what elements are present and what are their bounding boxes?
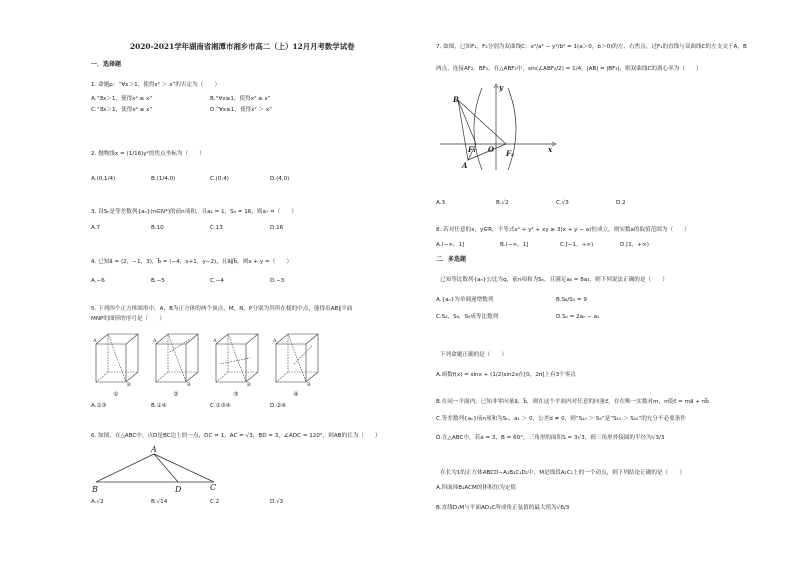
question-2-stem: 2. 抛物线x = (1/16)y²的焦点坐标为（ ） bbox=[91, 151, 205, 157]
svg-text:F₂: F₂ bbox=[506, 149, 515, 158]
svg-text:A: A bbox=[151, 445, 157, 454]
question-5-option-a: A.①③ bbox=[91, 403, 107, 409]
svg-text:A: A bbox=[213, 338, 217, 344]
question-1-stem: 1. 命题p：“∀x＞1，使得x² ＞ x”的否定为（ ） bbox=[91, 82, 221, 88]
figure-label-4: ④ bbox=[293, 391, 299, 398]
question-1-option-b: B.“∀x≤1，使得x² ≤ x” bbox=[210, 96, 271, 102]
question-7-option-c: C.√3 bbox=[556, 200, 569, 206]
question-8-option-b: B.(−∞，1] bbox=[500, 242, 529, 248]
svg-text:B: B bbox=[247, 382, 251, 388]
question-1-option-c: C.“∃x＞1，使得x² ≤ x” bbox=[91, 107, 153, 113]
question-3-option-a: A.7 bbox=[91, 225, 101, 231]
question-6-option-d: D.√3 bbox=[270, 499, 284, 505]
question-7-stem-line1: 7. 如图，已知F₁，F₂分别为双曲线C：x²/a² − y²/b² = 1(a＞0，b＞0)的左、右焦点，过F₁的直线与双曲线C的左支交于A，B bbox=[436, 44, 747, 50]
svg-text:A: A bbox=[273, 338, 277, 344]
question-10-stem: 下列命题正确的是（ ） bbox=[440, 352, 508, 358]
svg-text:x: x bbox=[548, 145, 553, 154]
question-11-stem: 在长为1的正方体ABCD−A₁B₁C₁D₁中，M是线段A₁C₁上的一个动点，则下列结论正确的是（ ） bbox=[440, 470, 685, 476]
question-3-stem: 3. 设Sₙ是等差数列{aₙ}(n∈N*)的前n项和，且a₁ = 1，S₄ = 16，则a₇ =（ ） bbox=[91, 209, 298, 215]
question-7-hyperbola-figure bbox=[436, 82, 560, 174]
question-6-triangle-figure bbox=[90, 444, 230, 494]
question-5-option-c: C.①③④ bbox=[210, 403, 231, 409]
question-8-option-a: A.(−∞，1] bbox=[436, 242, 465, 248]
question-2-option-d: D.(4,0) bbox=[270, 176, 290, 182]
figure-label-2: ② bbox=[173, 391, 179, 398]
question-11-option-b: B.直线D₁M与平面AD₁C所成角正弦值的最大值为√6/3 bbox=[436, 505, 570, 511]
question-4-option-d: D.−3 bbox=[270, 278, 285, 284]
question-10-option-b: B.在同一平面内，已知非零向量a⃗，b⃗，则在这个平面内对任意的向量c⃗，存在唯一实数对m，n使c⃗ = ma⃗ + nb⃗ bbox=[436, 399, 709, 405]
svg-text:B: B bbox=[187, 382, 191, 388]
question-3-option-b: B.10 bbox=[151, 225, 164, 231]
question-1-option-a: A.“∃x＞1，使得x² ≤ x” bbox=[91, 96, 153, 102]
section-heading-2: 二．多选题 bbox=[436, 256, 467, 263]
svg-text:y: y bbox=[499, 83, 504, 92]
question-4-option-b: B.−5 bbox=[151, 278, 165, 284]
question-10-option-a: A.函数f(x) = sinx + (1/2)sin2x在[0，2π]上有3个零点 bbox=[436, 372, 576, 378]
question-5-stem-line1: 5. 下列四个正方体图形中，A，B为正方体的两个顶点，M，N，P分别为其所在棱的中点，能得出AB∥平面 bbox=[91, 306, 353, 312]
question-9-option-d: D.Sₙ = 2aₙ − a₁ bbox=[556, 314, 600, 320]
svg-text:B: B bbox=[307, 382, 311, 388]
svg-text:F₁: F₁ bbox=[468, 145, 477, 154]
question-7-option-d: D.2 bbox=[616, 200, 626, 206]
question-6-option-a: A.√2 bbox=[91, 499, 104, 505]
question-4-option-a: A.−6 bbox=[91, 278, 105, 284]
question-3-option-d: D.16 bbox=[270, 225, 284, 231]
question-2-option-b: B.(1/4,0) bbox=[151, 176, 176, 182]
question-4-option-c: C.−4 bbox=[210, 278, 224, 284]
question-9-option-b: B.S₆/S₃ = 9 bbox=[556, 297, 587, 303]
question-11-option-a: A.四面体B₁ACM的体积恒为定值 bbox=[436, 485, 516, 491]
question-9-stem: 已知等比数列{aₙ}公比为q，前n项和为Sₙ，且满足a₆ = 8a₃，则下列说法正确的是（ ） bbox=[440, 277, 668, 283]
question-10-option-c: C.等差数列{aₙ}前n项和为Sₙ，a₁ ＞ 0，公差d ≠ 0，则“S₁₀ ＞ S₉”是“S₁₁ ＞ S₁₀”的充分不必要条件 bbox=[436, 416, 686, 422]
section-heading: 一．选择题 bbox=[91, 61, 122, 68]
question-1-option-d: D.“∀x≤1，使得x² ＞ x” bbox=[210, 107, 273, 113]
question-5-option-d: D.②④ bbox=[270, 403, 287, 409]
question-8-option-d: D.[1，+∞) bbox=[620, 242, 649, 248]
svg-text:A: A bbox=[93, 338, 97, 344]
question-7-option-a: A.3 bbox=[436, 200, 446, 206]
svg-text:O: O bbox=[488, 145, 495, 154]
question-2-option-c: C.(0,4) bbox=[210, 176, 229, 182]
question-5-option-b: B.①④ bbox=[151, 403, 167, 409]
svg-text:B: B bbox=[92, 485, 98, 494]
question-5-cube-figures bbox=[90, 324, 330, 400]
figure-label-1: ① bbox=[113, 391, 119, 398]
question-4-stem: 4. 已知a⃗ = (2，−1，3)，b⃗ = (−4，x+1，y−2)，且a⃗∥b⃗，则x + y =（ ） bbox=[91, 259, 293, 265]
question-8-stem: 8. 若对任意的x，y∈R，不等式x² + y² + xy ≥ 3(x + y − a)恒成立，则实数a的取值范围为（ ） bbox=[436, 227, 690, 233]
svg-text:A: A bbox=[153, 338, 157, 344]
question-9-option-c: C.S₃，S₆，S₉成等比数列 bbox=[436, 314, 499, 320]
svg-text:A: A bbox=[462, 161, 468, 170]
question-7-option-b: B.√2 bbox=[496, 200, 509, 206]
question-6-option-c: C.2 bbox=[210, 499, 220, 505]
question-3-option-c: C.13 bbox=[210, 225, 223, 231]
svg-text:D: D bbox=[175, 485, 182, 494]
figure-label-3: ③ bbox=[233, 391, 239, 398]
svg-text:C: C bbox=[210, 483, 217, 492]
question-6-option-b: B.√14 bbox=[151, 499, 168, 505]
svg-text:B: B bbox=[453, 95, 459, 104]
question-8-option-c: C.[−1，+∞) bbox=[560, 242, 594, 248]
question-6-stem: 6. 如图，在△ABC中，点D是BC边上的一点，DC = 1，AC = √3，BD = 3，∠ADC = 120°，则AB的长为（ ） bbox=[91, 433, 381, 439]
question-2-option-a: A.(0,1/4) bbox=[91, 176, 116, 182]
page-title: 2020-2021学年湖南省湘潭市湘乡市高二（上）12月月考数学试卷 bbox=[130, 42, 355, 51]
question-10-option-d: D.在△ABC中，若a = 3，B = 60°，三角形的面积S = 3√3，则三角形外接圆的半径为√3/3 bbox=[436, 435, 665, 441]
svg-text:B: B bbox=[127, 382, 131, 388]
question-9-option-a: A.{aₙ}为单调递增数列 bbox=[436, 297, 494, 303]
question-5-stem-line2: MNP的图形的序号是（ ） bbox=[91, 316, 165, 322]
question-7-stem-line2: 两点，连接AF₂，BF₂，在△ABF₂中，sin(∠ABF₂/2) = 1/4，|AB| = |BF₂|，则双曲线C的离心率为（ ） bbox=[436, 66, 702, 72]
